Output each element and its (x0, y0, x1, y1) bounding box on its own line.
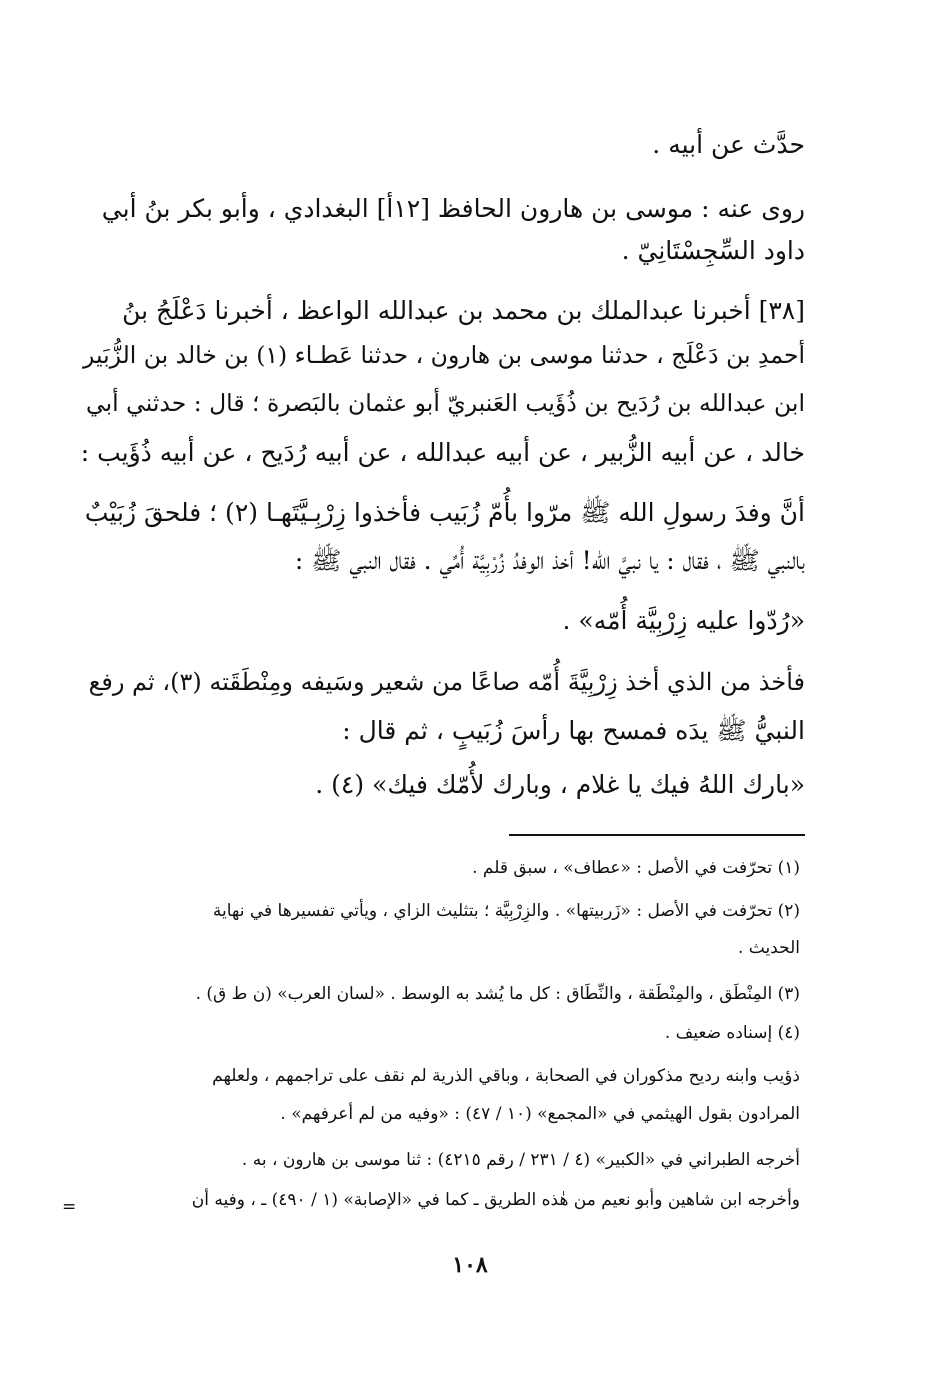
continuation-mark: = (62, 1197, 77, 1217)
footnote-line: الحديث . (737, 938, 800, 958)
footnote-line: ذؤيب وابنه رديح مذكوران في الصحابة ، وباقي الذرية لم نقف على تراجمهم ، ولعلهم (212, 1066, 800, 1086)
body-line: داود السِّجِسْتَانِيّ . (621, 236, 805, 265)
body-line: بالنبي ﷺ ، فقال : يا نبيَّ الله! أخذ الوفدُ زُرْبِيَّة أُمِّي . فقال النبي ﷺ : (294, 546, 805, 575)
footnote-line: المرادون بقول الهيثمي في «المجمع» (١٠ / ٤٧) : «وفيه من لم أعرفهم» . (280, 1104, 800, 1124)
body-line: النبيُّ ﷺ يدَه فمسح بها رأسَ زُبَيبٍ ، ثم قال : (342, 716, 805, 745)
body-line: «بارك اللهُ فيك يا غلام ، وبارك لأُمّك فيك» (٤) . (315, 770, 805, 799)
footnote-line: (٣) المِنْطَق ، والمِنْطَقة ، والنِّطَاق : كل ما يُشد به الوسط . «لسان العرب» (ن ط ق) . (195, 984, 800, 1004)
body-line: [٣٨] أخبرنا عبدالملك بن محمد بن عبدالله الواعظ ، أخبرنا دَعْلَجُ بنُ (122, 296, 805, 325)
body-line: فأخذ من الذي أخذ زِرْبِيَّةَ أُمّه صاعًا من شعير وسَيفه ومِنْطَقَته (٣)، ثم رفع (88, 668, 805, 696)
footnote-line: (٢) تحرّفت في الأصل : «زَربيتها» . والزِرْبِيَّة ؛ بتثليث الزاي ، ويأتي تفسيرها في نهاية (212, 901, 800, 921)
body-line: روى عنه : موسى بن هارون الحافظ [١٢أ] البغدادي ، وأبو بكر بنُ أبي (101, 194, 805, 223)
body-line: أحمدِ بن دَعْلَج ، حدثنا موسى بن هارون ، حدثنا عَطـاء (١) بن خالد بن الزُّبَير (83, 341, 805, 369)
footnote-line: وأخرجه ابن شاهين وأبو نعيم من هٰذه الطريق ـ كما في «الإصابة» (١ / ٤٩٠) ـ ، وفيه أن (191, 1190, 800, 1210)
footnote-divider (509, 834, 805, 836)
footnote-line: (٤) إسناده ضعيف . (664, 1023, 800, 1043)
body-line: ابن عبدالله بن رُدَيح بن ذُؤَيب العَنبريّ أبو عثمان بالبَصرة ؛ قال : حدثني أبي (86, 389, 805, 417)
body-line: «رُدّوا عليه زِرْبِيَّة أُمّه» . (562, 606, 805, 635)
body-line: أنَّ وفدَ رسولِ الله ﷺ مرّوا بأُمّ زُبَيب فأخذوا زِرْبِـيَّتَهـا (٢) ؛ فلحقَ زُبَيْبٌ (84, 498, 805, 527)
body-line: خالد ، عن أبيه الزُّبير ، عن أبيه عبدالله ، عن أبيه رُدَيح ، عن أبيه ذُؤَيب : (80, 438, 805, 467)
footnote-line: أخرجه الطبراني في «الكبير» (٤ / ٢٣١ / رقم ٤٢١٥) : ثنا موسى بن هارون ، به . (241, 1150, 800, 1170)
footnote-line: (١) تحرّفت في الأصل : «عطاف» ، سبق قلم . (472, 858, 800, 878)
body-line: حدَّث عن أبيه . (652, 130, 805, 159)
page-number: ١٠٨ (452, 1252, 488, 1278)
